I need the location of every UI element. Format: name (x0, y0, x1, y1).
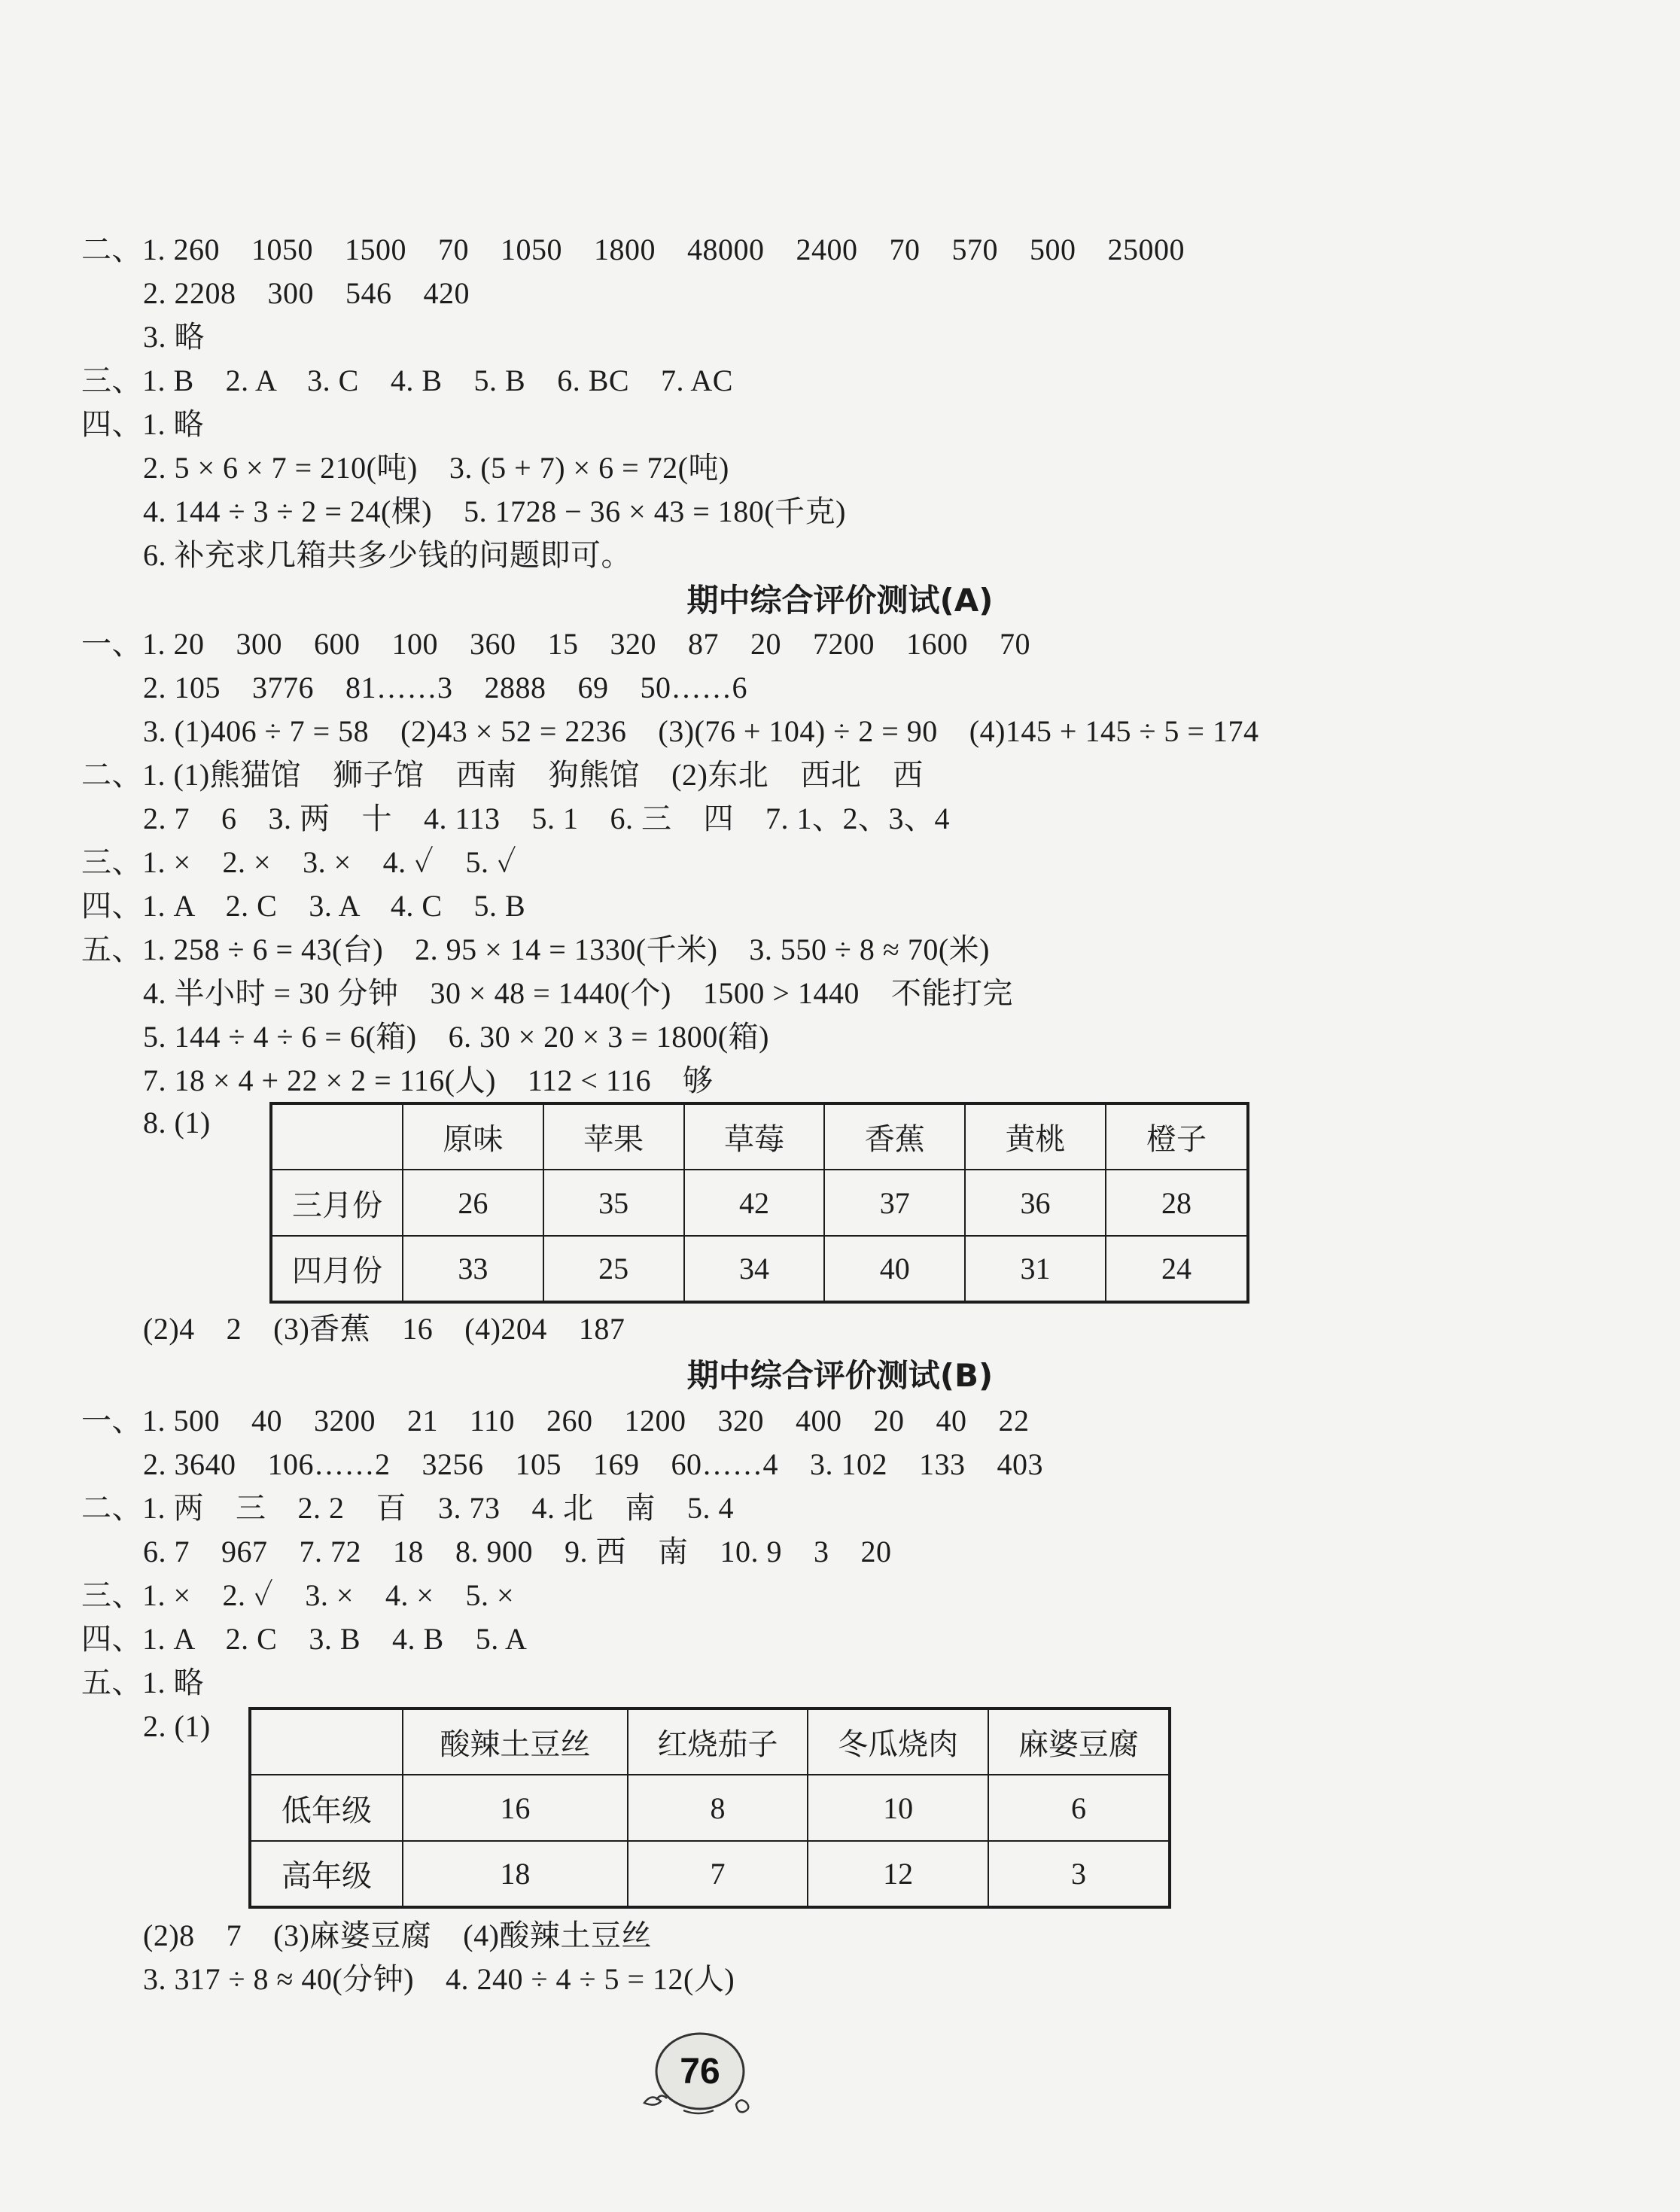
page-number-badge (638, 2032, 760, 2124)
table-cell: 四月份 (271, 1236, 403, 1302)
answer-line: 4. 半小时 = 30 分钟 30 × 48 = 1440(个) 1500 > 1440 不能打完 (143, 976, 1013, 1010)
table-row (271, 1170, 1248, 1236)
answer-line: 三、1. B 2. A 3. C 4. B 5. B 6. BC 7. AC (81, 364, 733, 397)
table-cell: 34 (684, 1236, 825, 1302)
table-row (250, 1775, 1170, 1841)
table-cell: 18 (403, 1841, 628, 1907)
table-cell: 6 (988, 1775, 1170, 1841)
table-header-cell: 黄桃 (965, 1103, 1106, 1170)
table-cell: 12 (808, 1841, 988, 1907)
answer-line: 一、1. 500 40 3200 21 110 260 1200 320 400 20 40 22 (81, 1404, 1030, 1438)
table-header-cell: 原味 (403, 1103, 543, 1170)
table-cell: 42 (684, 1170, 825, 1236)
table-cell: 36 (965, 1170, 1106, 1236)
table-row (250, 1841, 1170, 1907)
answer-line: 2. 105 3776 81……3 2888 69 50……6 (143, 671, 747, 704)
flavor-sales-table (269, 1102, 1249, 1304)
table-row (271, 1236, 1248, 1302)
bee-icon (644, 2095, 667, 2104)
table-cell: 8 (628, 1775, 808, 1841)
answer-line: 四、1. A 2. C 3. B 4. B 5. A (81, 1622, 528, 1656)
answer-line: (2)8 7 (3)麻婆豆腐 (4)酸辣土豆丝 (143, 1918, 652, 1952)
table-header-cell: 冬瓜烧肉 (808, 1708, 988, 1775)
table-cell: 低年级 (250, 1775, 403, 1841)
table-cell: 35 (543, 1170, 684, 1236)
answer-line: 3. (1)406 ÷ 7 = 58 (2)43 × 52 = 2236 (3)(76 + 104) ÷ 2 = 90 (4)145 + 145 ÷ 5 = 174 (143, 714, 1259, 748)
answer-line: 一、1. 20 300 600 100 360 15 320 87 20 7200 1600 70 (81, 627, 1030, 661)
table-cell: 3 (988, 1841, 1170, 1907)
table-cell: 7 (628, 1841, 808, 1907)
answer-line: 2. 7 6 3. 两 十 4. 113 5. 1 6. 三 四 7. 1、2、3、4 (143, 802, 951, 835)
answer-line: 三、1. × 2. ✓ 3. × 4. × 5. × (81, 1578, 515, 1612)
answer-line: 7. 18 × 4 + 22 × 2 = 116(人) 112 < 116 够 (143, 1063, 714, 1097)
table-header-row (271, 1103, 1248, 1170)
answer-line: 二、1. (1)熊猫馆 狮子馆 西南 狗熊馆 (2)东北 西北 西 (81, 758, 924, 792)
table-cell: 37 (824, 1170, 965, 1236)
section-heading-test-a: 期中综合评价测试(A) (686, 582, 994, 619)
answer-line: 3. 317 ÷ 8 ≈ 40(分钟) 4. 240 ÷ 4 ÷ 5 = 12(人) (143, 1962, 735, 1996)
table-cell: 高年级 (250, 1841, 403, 1907)
answer-line: 2. 2208 300 546 420 (143, 276, 470, 310)
table-header-row (250, 1708, 1170, 1775)
table-cell: 25 (543, 1236, 684, 1302)
table-header-cell: 红烧茄子 (628, 1708, 808, 1775)
answer-line: 五、1. 258 ÷ 6 = 43(台) 2. 95 × 14 = 1330(千米) 3. 550 ÷ 8 ≈ 70(米) (81, 933, 990, 966)
table-header-cell: 草莓 (684, 1103, 825, 1170)
table-header-cell: 酸辣土豆丝 (403, 1708, 628, 1775)
table-header-cell: 橙子 (1106, 1103, 1248, 1170)
table-cell: 10 (808, 1775, 988, 1841)
answer-line: 2. 5 × 6 × 7 = 210(吨) 3. (5 + 7) × 6 = 72(吨) (143, 451, 729, 485)
table-header-cell (250, 1708, 403, 1775)
answer-line: 五、1. 略 (81, 1666, 204, 1699)
section-heading-test-b: 期中综合评价测试(B) (686, 1357, 994, 1394)
answer-line: 四、1. A 2. C 3. A 4. C 5. B (81, 889, 526, 923)
answer-line: (2)4 2 (3)香蕉 16 (4)204 187 (143, 1312, 625, 1346)
table-cell: 26 (403, 1170, 543, 1236)
table-cell: 24 (1106, 1236, 1248, 1302)
answer-line: 8. (1) (143, 1106, 211, 1139)
table-cell: 28 (1106, 1170, 1248, 1236)
table-cell: 40 (824, 1236, 965, 1302)
answer-line: 3. 略 (143, 320, 205, 354)
answer-line: 2. 3640 106……2 3256 105 169 60……4 3. 102 133 403 (143, 1447, 1043, 1481)
answer-line: 5. 144 ÷ 4 ÷ 6 = 6(箱) 6. 30 × 20 × 3 = 1800(箱) (143, 1020, 769, 1054)
page-number: 76 (680, 2052, 720, 2092)
table-header-cell: 苹果 (543, 1103, 684, 1170)
table-header-cell: 香蕉 (824, 1103, 965, 1170)
answer-line: 二、1. 260 1050 1500 70 1050 1800 48000 2400 70 570 500 25000 (81, 233, 1185, 266)
answer-line: 4. 144 ÷ 3 ÷ 2 = 24(棵) 5. 1728 − 36 × 43 = 180(千克) (143, 494, 846, 528)
dish-preference-table (248, 1707, 1171, 1909)
answer-line: 6. 7 967 7. 72 18 8. 900 9. 西 南 10. 9 3 20 (143, 1535, 892, 1568)
table-cell: 三月份 (271, 1170, 403, 1236)
answer-line: 二、1. 两 三 2. 2 百 3. 73 4. 北 南 5. 4 (81, 1491, 734, 1525)
answer-line: 四、1. 略 (81, 407, 204, 441)
table-cell: 16 (403, 1775, 628, 1841)
table-header-cell (271, 1103, 403, 1170)
answer-line: 三、1. × 2. × 3. × 4. ✓ 5. ✓ (81, 845, 517, 879)
answer-line: 6. 补充求几箱共多少钱的问题即可。 (143, 538, 632, 572)
answer-line: 2. (1) (143, 1709, 211, 1743)
table-cell: 31 (965, 1236, 1106, 1302)
table-header-cell: 麻婆豆腐 (988, 1708, 1170, 1775)
table-cell: 33 (403, 1236, 543, 1302)
